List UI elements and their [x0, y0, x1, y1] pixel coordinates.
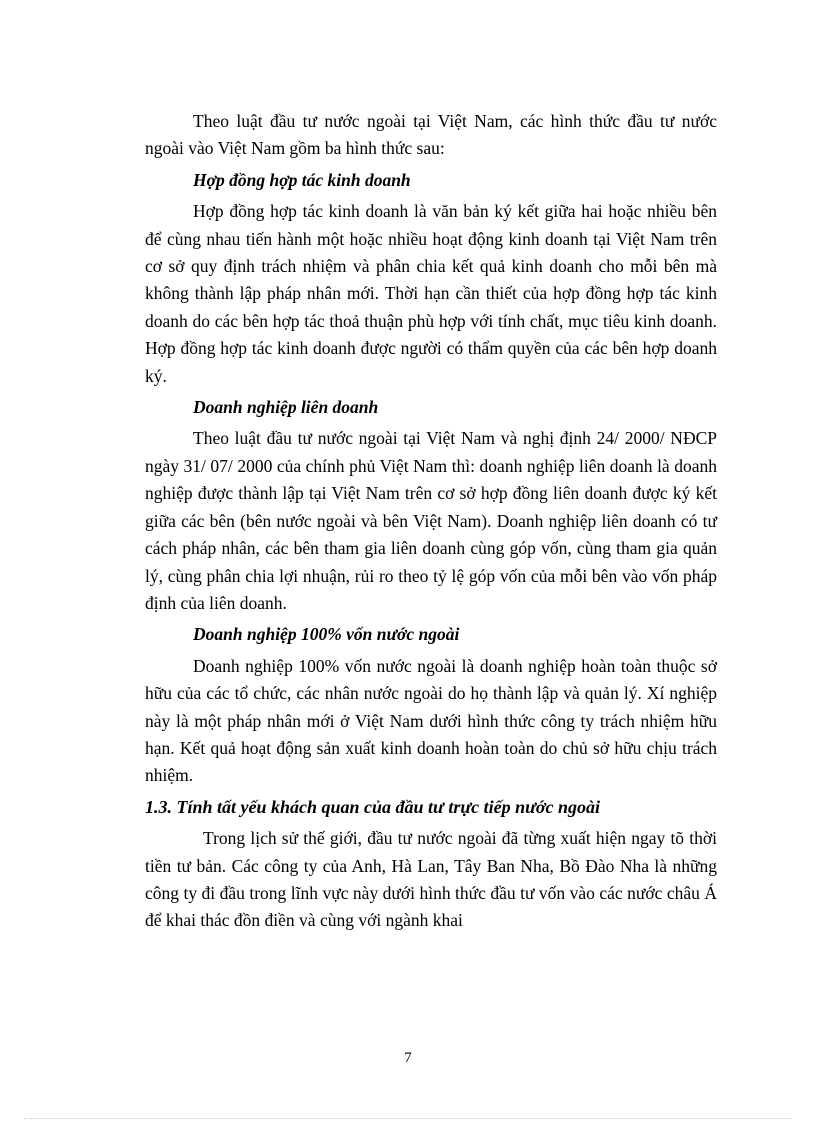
- page-number: 7: [404, 1050, 412, 1066]
- section-1-3-heading: 1.3. Tính tất yếu khách quan của đầu tư trực tiếp nước ngoài: [145, 796, 601, 817]
- footer-divider: [24, 1118, 792, 1119]
- section-heading-joint-venture: Doanh nghiệp liên doanh: [193, 397, 379, 418]
- section-body-bcc: Hợp đồng hợp tác kinh doanh là văn bản ký kết giữa hai hoặc nhiều bên để cùng nhau tiến hành một hoặc nhiều hoạt động kinh doanh tại Việt Nam trên cơ sở quy định trách nhiệm và phân chia kết quả kinh doanh cho mỗi bên mà không thành lập pháp nhân mới. Thời hạn cần thiết của hợp đồng hợp tác kinh doanh do các bên hợp tác thoả thuận phù hợp với tính chất, mục tiêu kinh doanh. Hợp đồng hợp tác kinh doanh được người có thẩm quyền của các bên hợp doanh ký.: [145, 201, 717, 386]
- section-body-wholly-foreign: Doanh nghiệp 100% vốn nước ngoài là doanh nghiệp hoàn toàn thuộc sở hữu của các tổ chức, các nhân nước ngoài do họ thành lập và quản lý. Xí nghiệp này là một pháp nhân mới ở Việt Nam dưới hình thức công ty trách nhiệm hữu hạn. Kết quả hoạt động sản xuất kinh doanh hoàn toàn do chủ sở hữu chịu trách nhiệm.: [145, 655, 717, 786]
- section-1-3-body: Trong lịch sử thế giới, đầu tư nước ngoài đã từng xuất hiện ngay tõ thời tiền tư bản. Các công ty của Anh, Hà Lan, Tây Ban Nha, Bồ Đào Nha là những công ty đi đầu trong lĩnh vực này dưới hình thức đầu tư vốn vào các nước châu Á để khai thác đồn điền và cùng với ngành khai: [145, 828, 717, 931]
- section-heading-wholly-foreign: Doanh nghiệp 100% vốn nước ngoài: [193, 624, 460, 645]
- document-page: [145, 108, 717, 939]
- intro-paragraph: Theo luật đầu tư nước ngoài tại Việt Nam, các hình thức đầu tư nước ngoài vào Việt Nam gồm ba hình thức sau:: [145, 111, 717, 159]
- section-heading-bcc: Hợp đồng hợp tác kinh doanh: [193, 169, 411, 190]
- section-body-joint-venture: Theo luật đầu tư nước ngoài tại Việt Nam và nghị định 24/ 2000/ NĐCP ngày 31/ 07/ 2000 của chính phủ Việt Nam thì: doanh nghiệp liên doanh là doanh nghiệp được thành lập tại Việt Nam trên cơ sở hợp đồng liên doanh được ký kết giữa các bên (bên nước ngoài và bên Việt Nam). Doanh nghiệp liên doanh có tư cách pháp nhân, các bên tham gia liên doanh cùng góp vốn, cùng tham gia quản lý, cùng phân chia lợi nhuận, rủi ro theo tỷ lệ góp vốn của mỗi bên vào vốn pháp định của liên doanh.: [145, 428, 717, 613]
